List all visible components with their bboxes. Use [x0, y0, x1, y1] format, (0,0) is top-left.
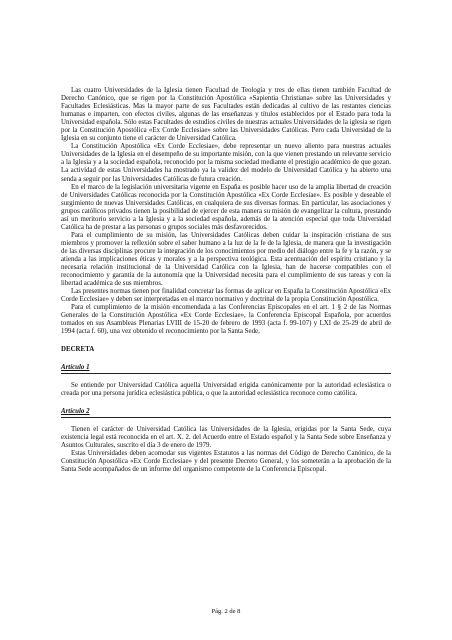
article-1-text: Se entiende por Universidad Católica aquella Universidad erigida canónicamente por la autoridad eclesiástica o creada por una persona jurídica eclesiástica pública, o que la autoridad eclesiástica reconoce como católica.: [61, 381, 391, 397]
decreta-heading: DECRETA: [61, 346, 95, 354]
paragraph: En el marco de la legislación universitaria vigente en España es posible hacer uso de la amplia libertad de creación de Universidades Católicas reconocida por la Constitución Apostólica «Ex Corde Ecclesiae». Es posible y deseable el surgimiento de nuevas Universidades Católicas, en cualquiera de sus diversas formas. En particular, las asociaciones y grupos católicos privados tienen la posibilidad de ejercer de esta manera su misión de evangelizar la cultura, prestando así un meritorio servicio a la Iglesia y a la sociedad española, además de la atención especial que toda Universidad Católica ha de prestar a las personas o grupos sociales más desfavorecidos.: [61, 183, 391, 231]
paragraph: Las cuatro Universidades de la Iglesia tienen Facultad de Teología y tres de ellas tienen también Facultad de Derecho Canónico, que se rigen por la Constitución Apostólica «Sapientia Christiana» sobre las Universidades y Facultades Eclesiásticas. Mas la mayor parte de sus Facultades están dedicadas al cultivo de las restantes ciencias humanas e imparten, con efectos civiles, algunas de las enseñanzas y títulos establecidos por el Estado para toda la Universidad española. Sólo estas Facultades de estudios civiles de nuestras actuales Universidades de la iglesia se rigen por la Constitución Apostólica «Ex Corde Ecclesiae» sobre las Universidades Católicas. Pero cada Universidad de la Iglesia en su conjunto tiene el carácter de Universidad Católica.: [61, 87, 391, 143]
article-2-paragraph: Tienen el carácter de Universidad Católica las Universidades de la Iglesia, erigidas por la Santa Sede, cuya existencia legal está reconocida en el art. X. 2. del Acuerdo entre el Estado español y la Santa Sede sobre Enseñanza y Asuntos Culturales, suscrito el día 3 de enero de 1979.: [61, 425, 391, 449]
article-2-heading: Artículo 2: [61, 408, 391, 418]
article-1-heading: Artículo 1: [61, 364, 391, 374]
paragraph: Las presentes normas tienen por finalidad concretar las formas de aplicar en España la Constitución Apostólica «Ex Corde Ecclesiae» y deben ser interpretadas en el marco normativo y doctrinal de la propia Constitución Apostólica.: [61, 288, 391, 304]
article-2-paragraph: Estas Universidades deben acomodar sus vigentes Estatutos a las normas del Código de Derecho Canónico, de la Constitución Apostólica «Ex Corde Ecclesiae» y del presente Decreto General, y los someterán a la aprobación de la Santa Sede acompañados de un informe del organismo competente de la Conferencia Episcopal.: [61, 449, 391, 473]
paragraph: Para el cumplimiento de la misión encomendada a las Conferencias Episcopales en el art. 1 § 2 de las Normas Generales de la Constitución Apostólica «Ex Corde Ecclesiae», la Conferencia Episcopal Española, por acuerdos tomados en sus Asambleas Plenarias LVIII de 15-20 de febrero de 1993 (acta f. 99-107) y LXI de 25-29 de abril de 1994 (acta f. 60), una vez obtenido el reconocimiento por la Santa Sede,: [61, 304, 391, 336]
page-number-footer: Pág. 2 de 8: [211, 608, 241, 615]
paragraph: Para el cumplimiento de su misión, las Universidades Católicas deben cuidar la inspiración cristiana de sus miembros y promover la reflexión sobre el saber humano a la luz de la fe de la Iglesia, de manera que la investigación de las diversas disciplinas procure la integración de los conocimientos por medio del diálogo entre la fe y la razón, y se atienda a las implicaciones éticas y morales y a la perspectiva teológica. Esta acentuación del espíritu cristiano y la necesaria relación institucional de la Universidad Católica con la Iglesia, han de hacerse compatibles con el reconocimiento y garantía de la autonomía que la Universidad necesita para el cumplimiento de sus tareas y con la libertad académica de sus miembros.: [61, 231, 391, 288]
document-body: [61, 87, 391, 474]
paragraph: La Constitución Apostólica «Ex Corde Ecclesiae», debe representar un nuevo aliento para nuestras actuales Universidades de la Iglesia en el desempeño de su importante misión, con la que vienen prestando un relevante servicio a la Iglesia y a la sociedad española, reconocido por la misma sociedad mediante el prestigio académico de que gozan. La actividad de estas Universidades ha mostrado ya la validez del modelo de Universidad Católica y ha abierto una senda a seguir por las Universidades Católicas de futura creación.: [61, 143, 391, 183]
